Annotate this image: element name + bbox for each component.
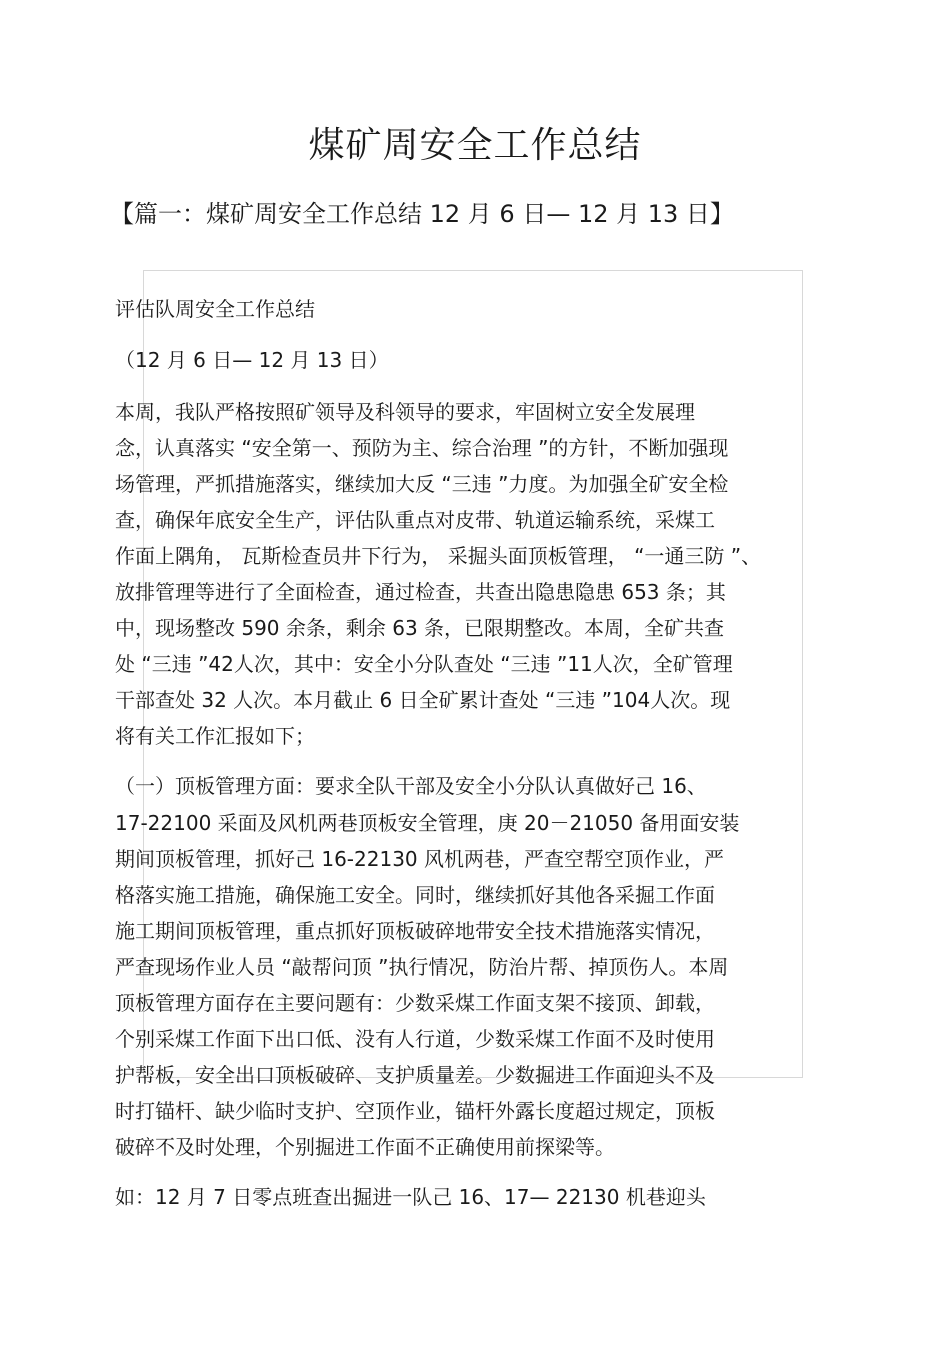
text-line: 期间顶板管理，抓好己 16-22130 风机两巷，严查空帮空顶作业，严 <box>115 847 725 871</box>
document-subtitle: 【篇一：煤矿周安全工作总结 12 月 6 日— 12 月 13 日】 <box>110 200 734 228</box>
text-line: 施工期间顶板管理，重点抓好顶板破碎地带安全技术措施落实情况， <box>115 919 715 943</box>
text-line: 破碎不及时处理，个别掘进工作面不正确使用前探梁等。 <box>115 1135 615 1159</box>
text-line: 干部查处 32 人次。本月截止 6 日全矿累计查处 “三违 ”104人次。现 <box>115 688 731 712</box>
text-line: 护帮板，安全出口顶板破碎、支护质量差。少数掘进工作面迎头不及 <box>115 1063 715 1087</box>
text-line: 评估队周安全工作总结 <box>115 297 315 321</box>
text-line: 中，现场整改 590 余条，剩余 63 条，已限期整改。本周，全矿共查 <box>115 616 725 640</box>
text-line: 作面上隅角， 瓦斯检查员井下行为， 采掘头面顶板管理， “一通三防 ”、 <box>115 544 762 568</box>
text-line: 放排管理等进行了全面检查，通过检查，共查出隐患隐患 653 条；其 <box>115 580 726 604</box>
text-line: （一）顶板管理方面：要求全队干部及安全小分队认真做好己 16、 <box>115 774 707 798</box>
document-title: 煤矿周安全工作总结 <box>308 125 642 166</box>
text-line: 查，确保年底安全生产，评估队重点对皮带、轨道运输系统，采煤工 <box>115 508 715 532</box>
text-line: 顶板管理方面存在主要问题有：少数采煤工作面支架不接顶、卸载， <box>115 991 715 1015</box>
text-line: 格落实施工措施，确保施工安全。同时，继续抓好其他各采掘工作面 <box>115 883 715 907</box>
text-line: 将有关工作汇报如下； <box>115 724 315 748</box>
text-line: 场管理，严抓措施落实，继续加大反 “三违 ”力度。为加强全矿安全检 <box>115 472 729 496</box>
text-line: 念，认真落实 “安全第一、预防为主、综合治理 ”的方针，不断加强现 <box>115 436 729 460</box>
text-line: 处 “三违 ”42人次，其中：安全小分队查处 “三违 ”11人次，全矿管理 <box>115 652 733 676</box>
text-line: 严查现场作业人员 “敲帮问顶 ”执行情况，防治片帮、掉顶伤人。本周 <box>115 955 729 979</box>
text-line: （12 月 6 日— 12 月 13 日） <box>115 348 389 372</box>
text-line: 时打锚杆、缺少临时支护、空顶作业，锚杆外露长度超过规定，顶板 <box>115 1099 715 1123</box>
text-line: 17-22100 采面及风机两巷顶板安全管理，庚 20－21050 备用面安装 <box>115 811 740 835</box>
text-line: 本周，我队严格按照矿领导及科领导的要求，牢固树立安全发展理 <box>115 400 695 424</box>
text-line: 如：12 月 7 日零点班查出掘进一队己 16、17— 22130 机巷迎头 <box>115 1185 706 1209</box>
text-line: 个别采煤工作面下出口低、没有人行道，少数采煤工作面不及时使用 <box>115 1027 715 1051</box>
